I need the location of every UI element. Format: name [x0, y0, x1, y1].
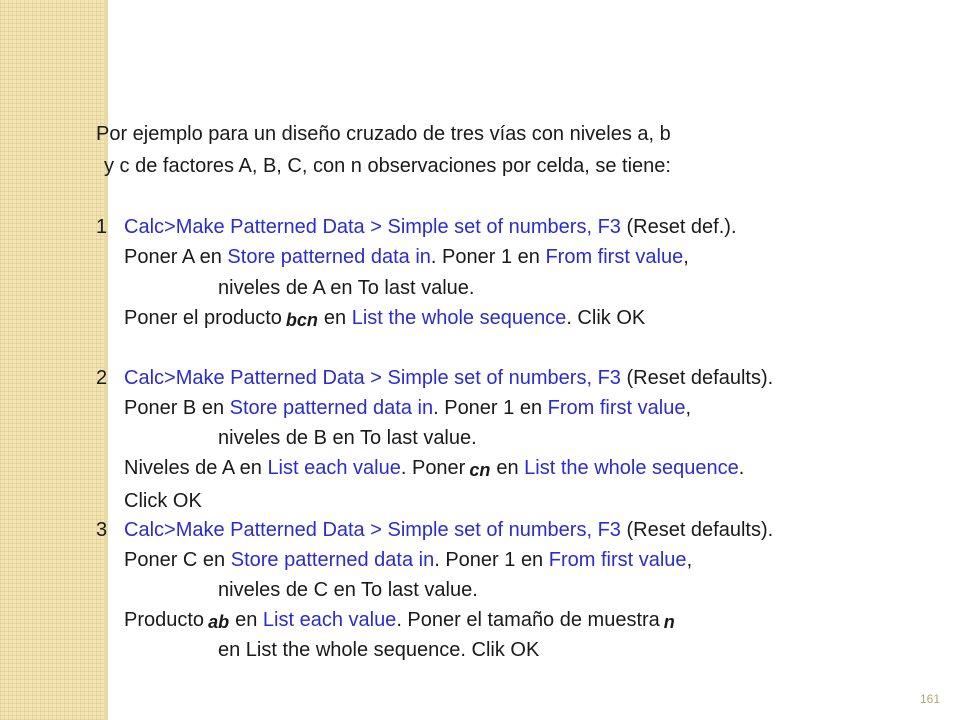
decorative-side-band [0, 0, 104, 720]
step3-first-text: . Poner 1 en [434, 549, 549, 571]
step1-en-text: en [323, 307, 352, 329]
step1-clik-text: . Clik OK [566, 307, 646, 329]
step2-en-text: en [496, 457, 525, 479]
step1-store-line [124, 245, 689, 269]
step2-store-line [124, 396, 691, 420]
step1-menu-suffix: (Reset def.). [620, 216, 737, 238]
step3-variable-n: n [663, 612, 675, 632]
step2-click-ok-line: Click OK [124, 490, 202, 512]
step2-sequence-field: List the whole sequence [524, 457, 739, 479]
side-band-divider [104, 0, 108, 720]
step2-poner-text: . Poner [400, 457, 466, 479]
step1-sequence-line [124, 306, 645, 330]
step3-sample-size-text: . Poner el tamaño de muestra [396, 609, 660, 631]
step3-sequence-line: en List the whole sequence. Clik OK [218, 639, 540, 661]
step2-levels-text: Niveles de A en [124, 457, 268, 479]
page-number: 161 [919, 692, 940, 706]
step1-number: 1 [96, 216, 108, 238]
step3-number: 3 [96, 519, 108, 541]
step1-menu-path: Calc>Make Patterned Data > Simple set of numbers, F3 [124, 216, 621, 238]
step1-first-field: From first value [545, 246, 684, 268]
step2-menu-path: Calc>Make Patterned Data > Simple set of numbers, F3 [124, 367, 621, 389]
step3-product-text: Producto [124, 609, 205, 631]
step3-comma: , [686, 549, 693, 571]
step3-en-text: en [235, 609, 263, 631]
step3-store-line [124, 548, 692, 572]
step2-list-each-field: List each value [267, 457, 401, 479]
step1-store-field: Store patterned data in [227, 246, 431, 268]
step2-store-text: Poner B en [124, 397, 230, 419]
step2-first-field: From first value [547, 397, 686, 419]
intro-line-2: y c de factores A, B, C, con n observaciones por celda, se tiene: [104, 155, 671, 177]
step3-store-field: Store patterned data in [230, 549, 435, 571]
step3-menu-suffix: (Reset defaults). [620, 519, 774, 541]
step2-menu-line [96, 366, 773, 390]
step2-menu-suffix: (Reset defaults). [620, 367, 774, 389]
step2-comma: , [685, 397, 692, 419]
step1-last-line: niveles de A en To last value. [218, 277, 475, 299]
step1-comma: , [683, 246, 689, 268]
step1-menu-line [96, 215, 737, 239]
step2-variable-cn: cn [469, 460, 491, 480]
step1-variable-bcn: bcn [285, 310, 318, 330]
step2-period: . [738, 457, 745, 479]
step1-first-text: . Poner 1 en [430, 246, 546, 268]
step3-last-line: niveles de C en To last value. [218, 579, 478, 601]
step2-first-text: . Poner 1 en [433, 397, 548, 419]
step2-sequence-line [124, 456, 744, 480]
intro-line-1: Por ejemplo para un diseño cruzado de tres vías con niveles a, b [96, 123, 671, 145]
step3-variable-ab: ab [208, 612, 230, 632]
step1-store-text: Poner A en [124, 246, 228, 268]
step3-product-line [124, 608, 681, 632]
step2-last-line: niveles de B en To last value. [218, 427, 477, 449]
step3-store-text: Poner C en [124, 549, 231, 571]
step3-first-field: From first value [548, 549, 687, 571]
step1-sequence-field: List the whole sequence [351, 307, 567, 329]
step3-menu-path: Calc>Make Patterned Data > Simple set of numbers, F3 [124, 519, 621, 541]
step2-number: 2 [96, 367, 108, 389]
step1-product-text: Poner el producto [124, 307, 282, 329]
step3-menu-line [96, 518, 773, 542]
step3-list-each-field: List each value [262, 609, 397, 631]
step2-store-field: Store patterned data in [229, 397, 434, 419]
